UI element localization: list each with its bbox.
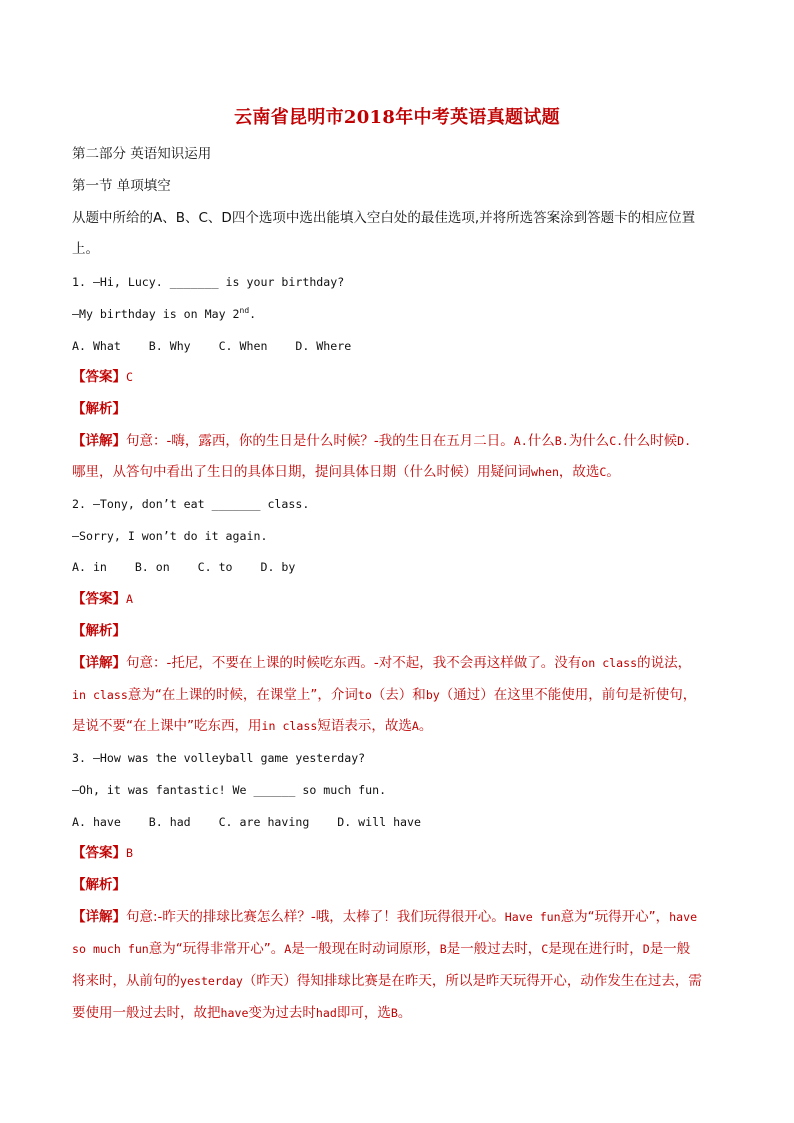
- question-2-text: 2. —Tony, don’t eat _______ class.: [72, 497, 310, 511]
- detail-3-line-1: 【详解】句意:-昨天的排球比赛怎么样？-哦，太棒了！我们玩得很开心。Have fun意为“玩得开心”，have: [72, 909, 698, 925]
- analysis-label: 【解析】: [72, 623, 126, 639]
- detail-1-line-2: 哪里，从答句中看出了生日的具体日期，提问具体日期（什么时候）用疑问词when，故选C。: [72, 464, 620, 480]
- answer-label: 【答案】: [72, 369, 126, 385]
- question-3-text: 3. —How was the volleyball game yesterday?: [72, 751, 366, 765]
- detail-2-line-2: in class意为“在上课的时候，在课堂上”，介词to（去）和by（通过）在这里不能使用，前句是祈使句，: [72, 687, 697, 703]
- answer-value: B: [126, 846, 133, 860]
- detail-3-line-4: 要使用一般过去时，故把have变为过去时had即可，选B。: [72, 1005, 412, 1021]
- answer-1: [72, 367, 133, 387]
- instruction-line: 上。: [72, 241, 99, 257]
- page-title: 云南省昆明市2018年中考英语真题试题: [234, 107, 560, 128]
- detail-3-line-3: 将来时，从前句的yesterday（昨天）得知排球比赛是在昨天，所以是昨天玩得开心，动作发生在过去，需: [72, 973, 702, 989]
- detail-2-line-1: 【详解】句意：-托尼，不要在上课的时候吃东西。-对不起，我不会再这样做了。没有on class的说法，: [72, 655, 692, 671]
- question-1-text: 1. —Hi, Lucy. _______ is your birthday?: [72, 275, 345, 289]
- answer-3: [72, 843, 133, 863]
- question-3-options: A. have B. had C. are having D. will have: [72, 815, 422, 829]
- question-1-reply: —My birthday is on May 2nd.: [72, 306, 257, 321]
- subsection-heading: 第一节 单项填空: [72, 178, 171, 194]
- question-1-options: A. What B. Why C. When D. Where: [72, 339, 352, 353]
- analysis-label: 【解析】: [72, 877, 126, 893]
- detail-1-line-1: 【详解】句意：-嗨，露西，你的生日是什么时候？-我的生日在五月二日。A.什么B.为什么C.什么时候D.: [72, 433, 692, 449]
- answer-label: 【答案】: [72, 591, 126, 607]
- question-2-reply: —Sorry, I won’t do it again.: [72, 529, 268, 543]
- instruction-line: 从题中所给的A、B、C、D四个选项中选出能填入空白处的最佳选项,并将所选答案涂到答题卡的相应位置: [72, 210, 696, 226]
- detail-2-line-3: 是说不要“在上课中”吃东西，用in class短语表示，故选A。: [72, 718, 433, 734]
- answer-value: C: [126, 370, 133, 384]
- answer-2: [72, 589, 133, 609]
- answer-value: A: [126, 592, 133, 606]
- question-3-reply: —Oh, it was fantastic! We ______ so much fun.: [72, 783, 387, 797]
- section-heading: 第二部分 英语知识运用: [72, 146, 212, 162]
- detail-3-line-2: so much fun意为“玩得非常开心”。A是一般现在时动词原形，B是一般过去时，C是现在进行时，D是一般: [72, 941, 691, 957]
- answer-label: 【答案】: [72, 845, 126, 861]
- question-2-options: A. in B. on C. to D. by: [72, 560, 296, 574]
- analysis-label: 【解析】: [72, 401, 126, 417]
